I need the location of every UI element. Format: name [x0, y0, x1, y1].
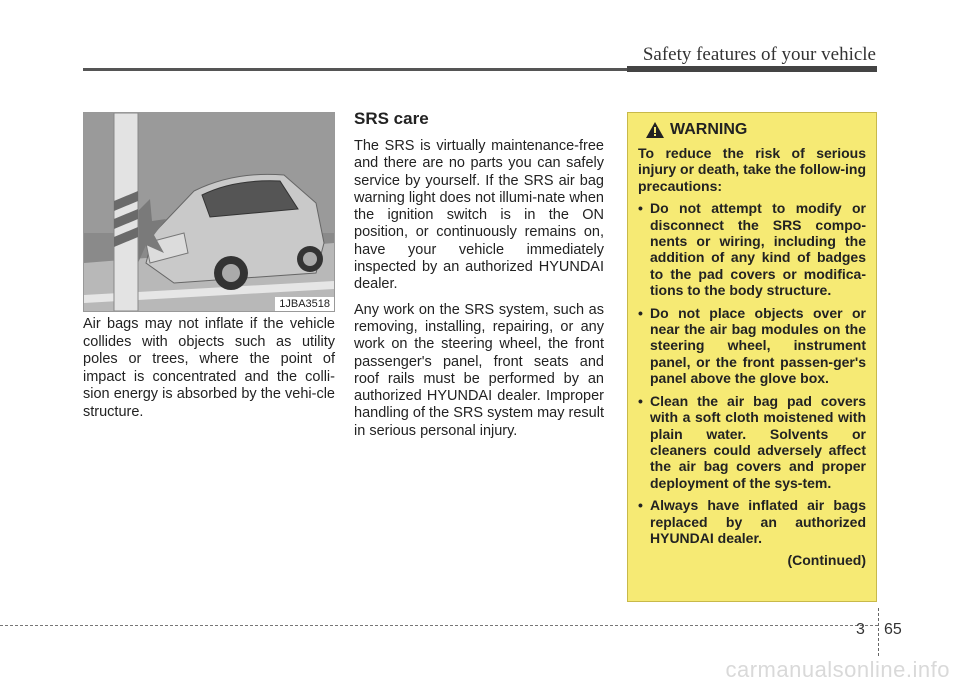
figure-code: 1JBA3518 [275, 297, 334, 311]
warning-item: • Always have inflated air bags replaced by an authorized HYUNDAI dealer. [638, 497, 866, 546]
srs-paragraph: The SRS is virtually maintenance-free and there are no parts you can safely service by yourself. If the SRS air bag warning light does not illumi-nate when the ignition switch is in the ON position, or continuously remains on, have your vehicle immediately inspected by an authorized HYUNDAI dealer. [354, 138, 604, 293]
header-rule-accent [627, 66, 877, 72]
warning-header [646, 121, 866, 139]
warning-continued: (Continued) [787, 552, 866, 569]
srs-care-heading: SRS care [354, 109, 429, 128]
warning-item: • Do not place objects over or near the air bag modules on the steering wheel, instrument panel, or the front passen-ger's panel above the glove box. [638, 304, 866, 387]
page-number-divider [878, 608, 880, 656]
figure-caption: Air bags may not inflate if the vehicle collides with objects such as utility poles or trees, where the point of impact is concentrated and the colli-sion energy is absorbed by the vehi-cle structure. [83, 316, 335, 420]
car-pole-image [84, 113, 334, 311]
warning-list [638, 200, 866, 546]
warning-item: • Do not attempt to modify or disconnect the SRS compo-nents or wiring, including the addition of any kind of badges to the pad covers or modifica-tions to the body structure. [638, 200, 866, 299]
warning-box [627, 112, 877, 602]
footer-rule [0, 625, 878, 626]
section-title: Safety features of your vehicle [642, 44, 876, 65]
warning-intro: To reduce the risk of serious injury or death, take the follow-ing precautions: [638, 145, 866, 194]
page-number-value: 65 [884, 621, 902, 638]
srs-paragraph: Any work on the SRS system, such as removing, installing, repairing, or any work on the steering wheel, the front passenger's panel, front seats and roof rails must be performed by an authorized HYUNDAI dealer. Improper handling of the SRS system may result in serious personal injury. [354, 301, 604, 439]
chapter-number: 3 [856, 621, 865, 638]
collision-illustration [83, 112, 335, 312]
watermark: carmanualsonline.info [725, 657, 950, 682]
srs-care-body [354, 138, 604, 448]
warning-title: WARNING [670, 121, 748, 138]
warning-triangle-icon [646, 122, 664, 138]
warning-item: • Clean the air bag pad covers with a soft cloth moistened with plain water. Solvents or cleaners could adversely affect the air bag covers and proper deployment of the sys-tem. [638, 392, 866, 491]
